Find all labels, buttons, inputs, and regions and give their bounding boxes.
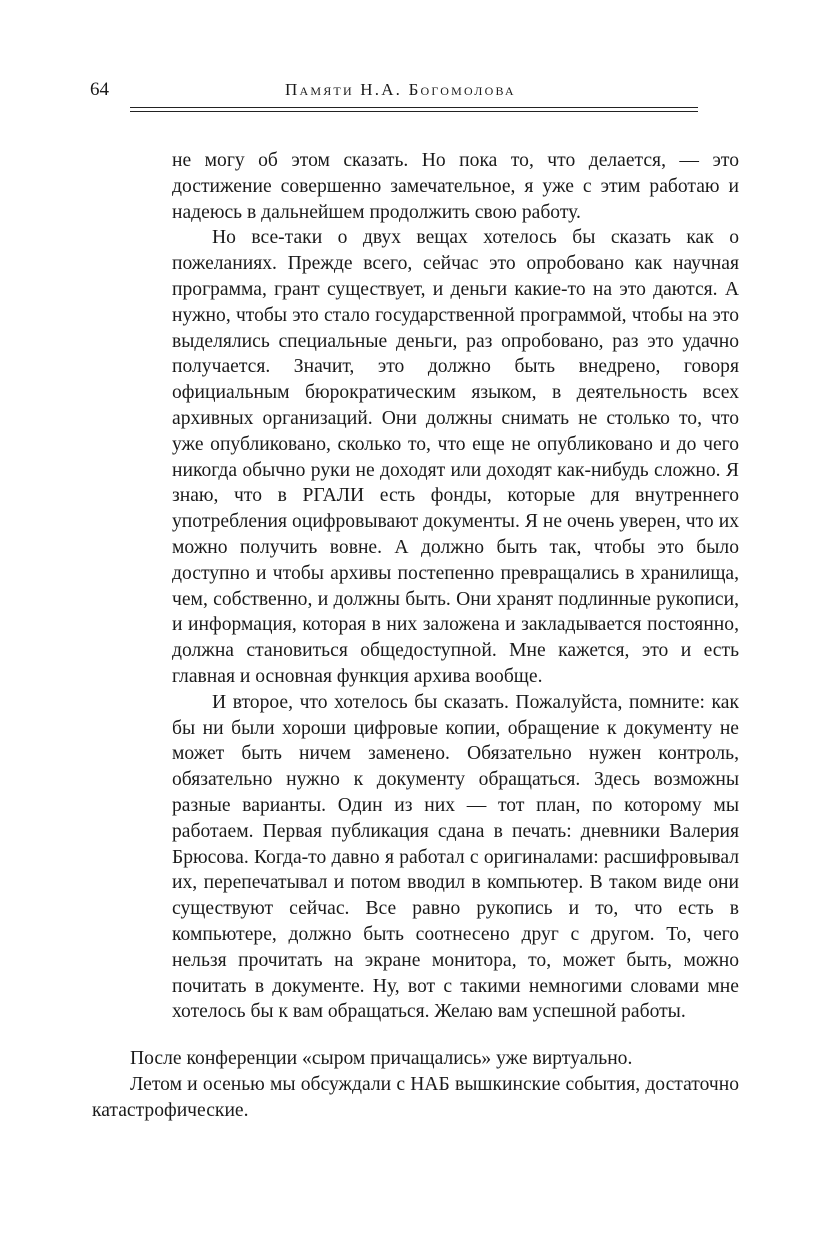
quote-paragraph: И второе, что хотелось бы сказать. Пожалуйста, помните: как бы ни были хороши цифровые копии, обращение к документу не может быть ничем заменено. Обязательно нужен контроль, обязательно нужно к документу обращаться. Здесь возможны разные варианты. Один из них — тот план, по которому мы работаем. Первая публикация сдана в печать: дневники Валерия Брюсова. Когда-то давно я работал с оригиналами: расшифровывал их, перепечатывал и потом вводил в компьютер. В таком виде они существуют сейчас. Все равно рукопись и то, что есть в компьютере, должно быть соотнесено друг с другом. То, чего нельзя прочитать на экране монитора, то, может быть, можно почитать в документе. Ну, вот с такими немногими словами мне хотелось бы к вам обращаться. Желаю вам успешной работы. [172,691,739,1023]
body-paragraph: После конференции «сыром причащались» уже виртуально. [130,1048,633,1069]
header-rule-thin [130,107,698,108]
running-head [90,78,698,102]
quote-paragraph: не могу об этом сказать. Но пока то, что делается, — это достижение совершенно замечательное, я уже с этим работаю и надеюсь в дальнейшем продолжить свою работу. [172,150,739,223]
body-paragraph: Летом и осенью мы обсуждали с НАБ вышкинские события, достаточно катастрофические. [92,1074,739,1121]
main-text [92,1046,739,1124]
quote-paragraph: Но все-таки о двух вещах хотелось бы сказать как о пожеланиях. Прежде всего, сейчас это опробовано как научная программа, грант существует, и деньги какие-то на это даются. А нужно, чтобы это стало государственной программой, чтобы на это выделялись специальные деньги, раз опробовано, раз это удачно получается. Значит, это должно быть внедрено, говоря официальным бюрократическим языком, в деятельность всех архивных организаций. Они должны снимать не столько то, что уже опубликовано, сколько то, что еще не опубликовано и до чего никогда обычно руки не доходят или доходят как-нибудь сложно. Я знаю, что в РГАЛИ есть фонды, которые для внутреннего употребления оцифровывают документы. Я не очень уверен, что их можно получить вовне. А должно быть так, чтобы это было доступно и чтобы архивы постепенно превращались в хранилища, чем, собственно, и должны быть. Они хранят подлинные рукописи, и информация, которая в них заложена и закладывается постоянно, должна становиться общедоступной. Мне кажется, это и есть главная и основная функция архива вообще. [172,227,739,687]
running-title: Памяти Н.А. Богомолова [285,80,516,99]
header-rule-thick [130,111,698,112]
page-number: 64 [90,79,109,100]
quoted-speech-block [172,148,739,1025]
